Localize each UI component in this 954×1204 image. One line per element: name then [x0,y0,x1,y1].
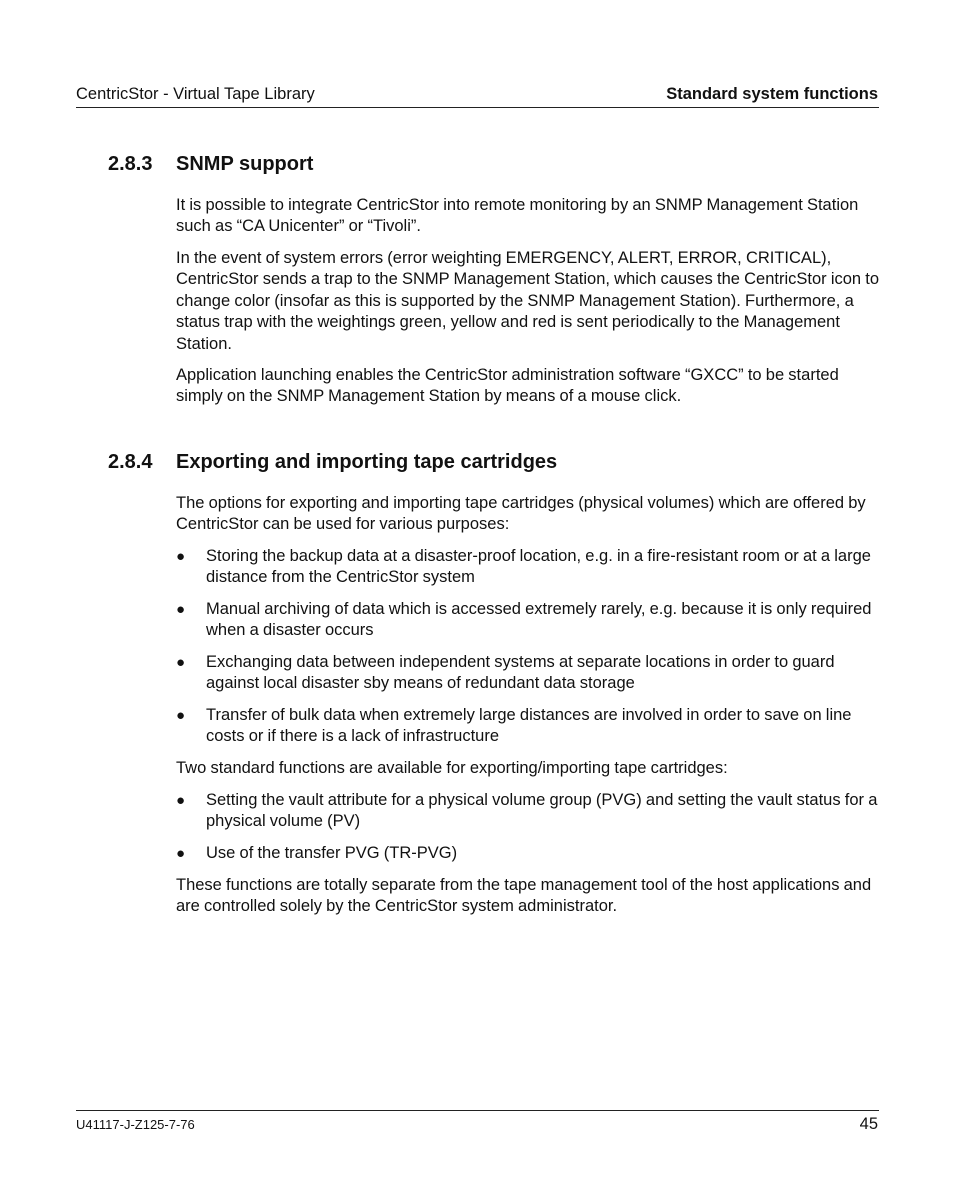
paragraph: It is possible to integrate CentricStor into remote monitoring by an SNMP Management Station such as “CA Unicenter” or “Tivoli”. [176,196,859,236]
list-item [176,652,884,695]
bullet-icon: ● [176,792,186,809]
bullet-icon: ● [176,654,186,671]
paragraph: Application launching enables the CentricStor administration software “GXCC” to be started simply on the SNMP Management Station by means of a mouse click. [176,366,839,406]
bullet-icon: ● [176,548,186,565]
list-item-text: Storing the backup data at a disaster-proof location, e.g. in a fire-resistant room or at a large distance from the CentricStor system [206,547,871,587]
section-heading-snmp-support [108,152,313,176]
section-number: 2.8.4 [108,451,153,473]
section-heading-exporting-importing [108,450,557,474]
section-title: Exporting and importing tape cartridges [176,451,558,473]
footer-divider [76,1110,879,1111]
bullet-icon: ● [176,845,186,862]
list-item [176,843,884,864]
page-number: 45 [859,1115,878,1133]
list-item [176,599,884,642]
section-title: SNMP support [176,153,314,175]
list-item [176,546,884,589]
header-divider [76,107,879,108]
list-item-text: Use of the transfer PVG (TR-PVG) [206,844,458,862]
paragraph: In the event of system errors (error weighting EMERGENCY, ALERT, ERROR, CRITICAL), CentricStor sends a trap to the SNMP Management Station, which causes the CentricStor icon to change color (insofar as this is supported by the SNMP Management Station). Furthermore, a status trap with the weightings green, yellow and red is sent periodically to the Management Station. [176,249,880,353]
list-item [176,705,884,748]
paragraph: Two standard functions are available for exporting/importing tape cartridges: [176,759,728,777]
bullet-icon: ● [176,707,186,724]
paragraph: The options for exporting and importing tape cartridges (physical volumes) which are offered by CentricStor can be used for various purposes: [176,494,866,534]
list-item-text: Transfer of bulk data when extremely large distances are involved in order to save on line costs or if there is a lack of infrastructure [206,706,852,746]
bullet-icon: ● [176,601,186,618]
paragraph: These functions are totally separate from the tape management tool of the host applications and are controlled solely by the CentricStor system administrator. [176,876,872,916]
list-item-text: Setting the vault attribute for a physical volume group (PVG) and setting the vault status for a physical volume (PV) [206,791,878,831]
running-header-title: CentricStor - Virtual Tape Library [76,85,315,103]
section-number: 2.8.3 [108,153,153,175]
document-id: U41117-J-Z125-7-76 [76,1117,195,1132]
list-item-text: Exchanging data between independent systems at separate locations in order to guard against local disaster sby means of redundant data storage [206,653,835,693]
list-item-text: Manual archiving of data which is accessed extremely rarely, e.g. because it is only required when a disaster occurs [206,600,872,640]
running-header-chapter: Standard system functions [666,85,878,103]
list-item [176,790,884,833]
